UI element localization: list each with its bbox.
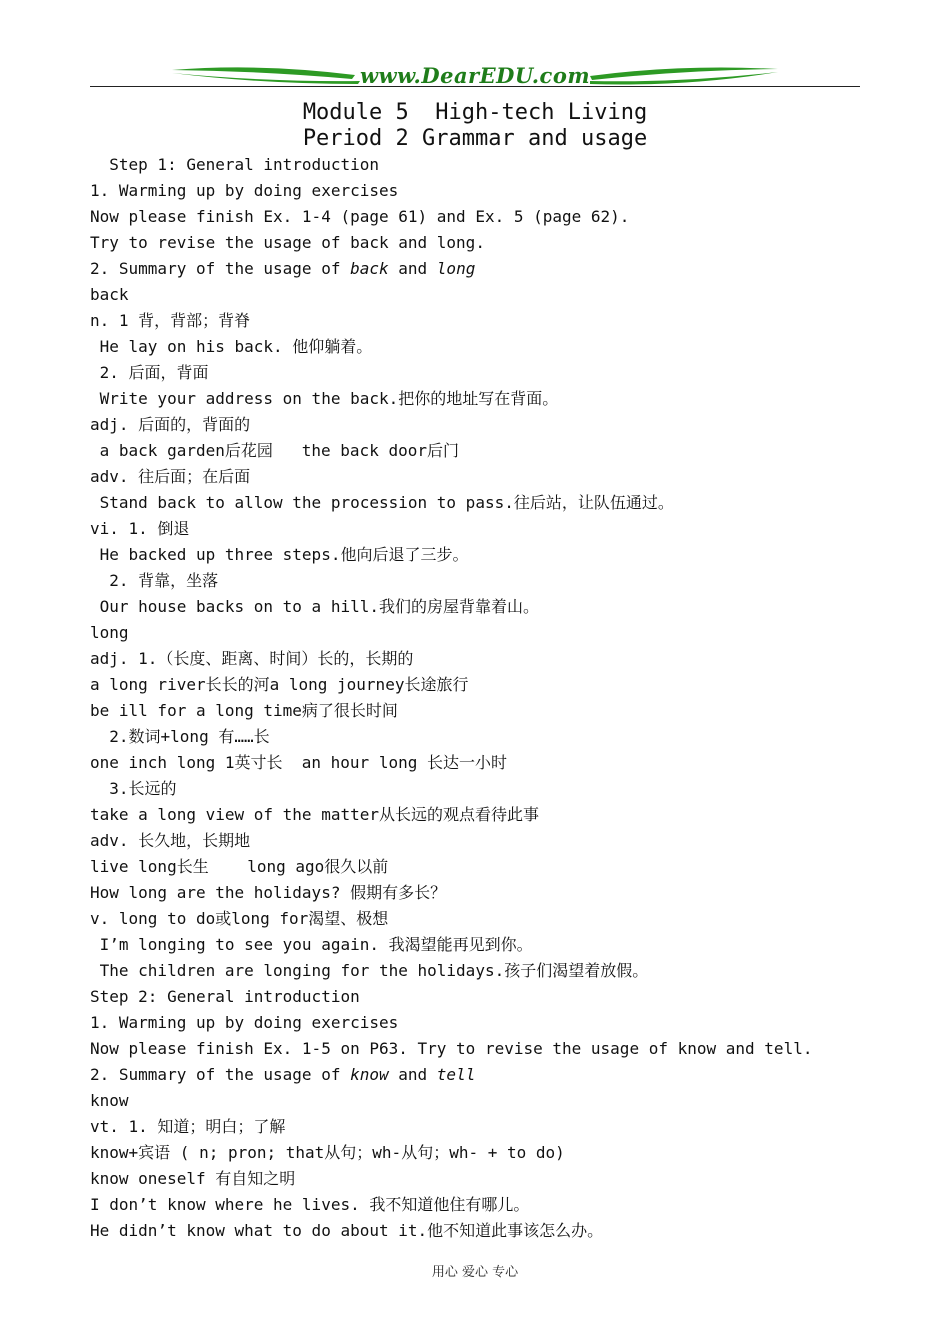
- text-line: adv. 长久地，长期地: [90, 831, 251, 850]
- text-line: n. 1 背，背部；背脊: [90, 311, 251, 330]
- text-line: Stand back to allow the procession to pass.往后站，让队伍通过。: [90, 493, 674, 512]
- text-segment: and: [388, 1065, 437, 1084]
- text-line: a long river长长的河a long journey长途旅行: [90, 675, 469, 694]
- text-line: live long长生 long ago很久以前: [90, 857, 389, 876]
- text-line: He backed up three steps.他向后退了三步。: [90, 545, 469, 564]
- text-segment: 2. Summary of the usage of: [90, 1065, 351, 1084]
- text-line: vt. 1. 知道；明白；了解: [90, 1117, 286, 1136]
- text-line: adj. 后面的，背面的: [90, 415, 251, 434]
- text-line: be ill for a long time病了很长时间: [90, 701, 398, 720]
- text-line: I’m longing to see you again. 我渴望能再见到你。: [90, 935, 533, 954]
- italic-term: long: [436, 259, 476, 278]
- text-line: He didn’t know what to do about it.他不知道此事该怎么办。: [90, 1221, 604, 1240]
- text-line: Step 2: General introduction: [90, 987, 360, 1006]
- title-module: Module 5 High-tech Living: [302, 100, 648, 125]
- text-line: 2.数词+long 有……长: [90, 727, 270, 746]
- site-banner: [90, 60, 860, 96]
- text-segment: and: [388, 259, 437, 278]
- text-line: Our house backs on to a hill.我们的房屋背靠着山。: [90, 597, 539, 616]
- text-line: Write your address on the back.把你的地址写在背面。: [90, 389, 559, 408]
- text-line: 2. 后面，背面: [90, 363, 209, 382]
- text-line: How long are the holidays? 假期有多长？: [90, 883, 447, 902]
- text-line: Now please finish Ex. 1-5 on P63. Try to revise the usage of know and tell.: [90, 1039, 813, 1058]
- italic-term: know: [350, 1065, 389, 1084]
- text-line: take a long view of the matter从长远的观点看待此事: [90, 805, 539, 824]
- text-line: He lay on his back. 他仰躺着。: [90, 337, 373, 356]
- text-line: [90, 258, 475, 284]
- text-line: 2. 背靠，坐落: [90, 571, 219, 590]
- text-line: v. long to do或long for渴望、极想: [90, 909, 389, 928]
- text-line: long: [90, 623, 129, 642]
- text-line: know: [90, 1091, 129, 1110]
- text-line: adj. 1.（长度、距离、时间）长的，长期的: [90, 649, 414, 668]
- text-line: Step 1: General introduction: [90, 155, 379, 174]
- header-divider: [90, 86, 860, 87]
- text-segment: 2. Summary of the usage of: [90, 259, 351, 278]
- text-line: Now please finish Ex. 1-4 (page 61) and Ex. 5 (page 62).: [90, 207, 630, 226]
- text-line: 1. Warming up by doing exercises: [90, 181, 399, 200]
- title-period: Period 2 Grammar and usage: [302, 126, 648, 151]
- text-line: know+宾语 ( n; pron; that从句；wh-从句；wh- + to do): [90, 1143, 565, 1162]
- text-line: Try to revise the usage of back and long.: [90, 233, 485, 252]
- text-line: 1. Warming up by doing exercises: [90, 1013, 399, 1032]
- text-line: I don’t know where he lives. 我不知道他住有哪儿。: [90, 1195, 530, 1214]
- text-line: [90, 1064, 475, 1090]
- site-logo-text: www.DearEDU.com: [359, 63, 591, 88]
- page-footer: 用心 爱心 专心: [431, 1265, 519, 1280]
- text-line: vi. 1. 倒退: [90, 519, 190, 538]
- text-line: The children are longing for the holidays.孩子们渴望着放假。: [90, 961, 649, 980]
- text-line: 3.长远的: [90, 779, 177, 798]
- text-line: know oneself 有自知之明: [90, 1169, 296, 1188]
- text-line: adv. 往后面；在后面: [90, 467, 251, 486]
- italic-term: tell: [436, 1065, 476, 1084]
- text-line: a back garden后花园 the back door后门: [90, 441, 459, 460]
- text-line: back: [90, 285, 129, 304]
- text-line: one inch long 1英寸长 an hour long 长达一小时: [90, 753, 507, 772]
- italic-term: back: [350, 259, 389, 278]
